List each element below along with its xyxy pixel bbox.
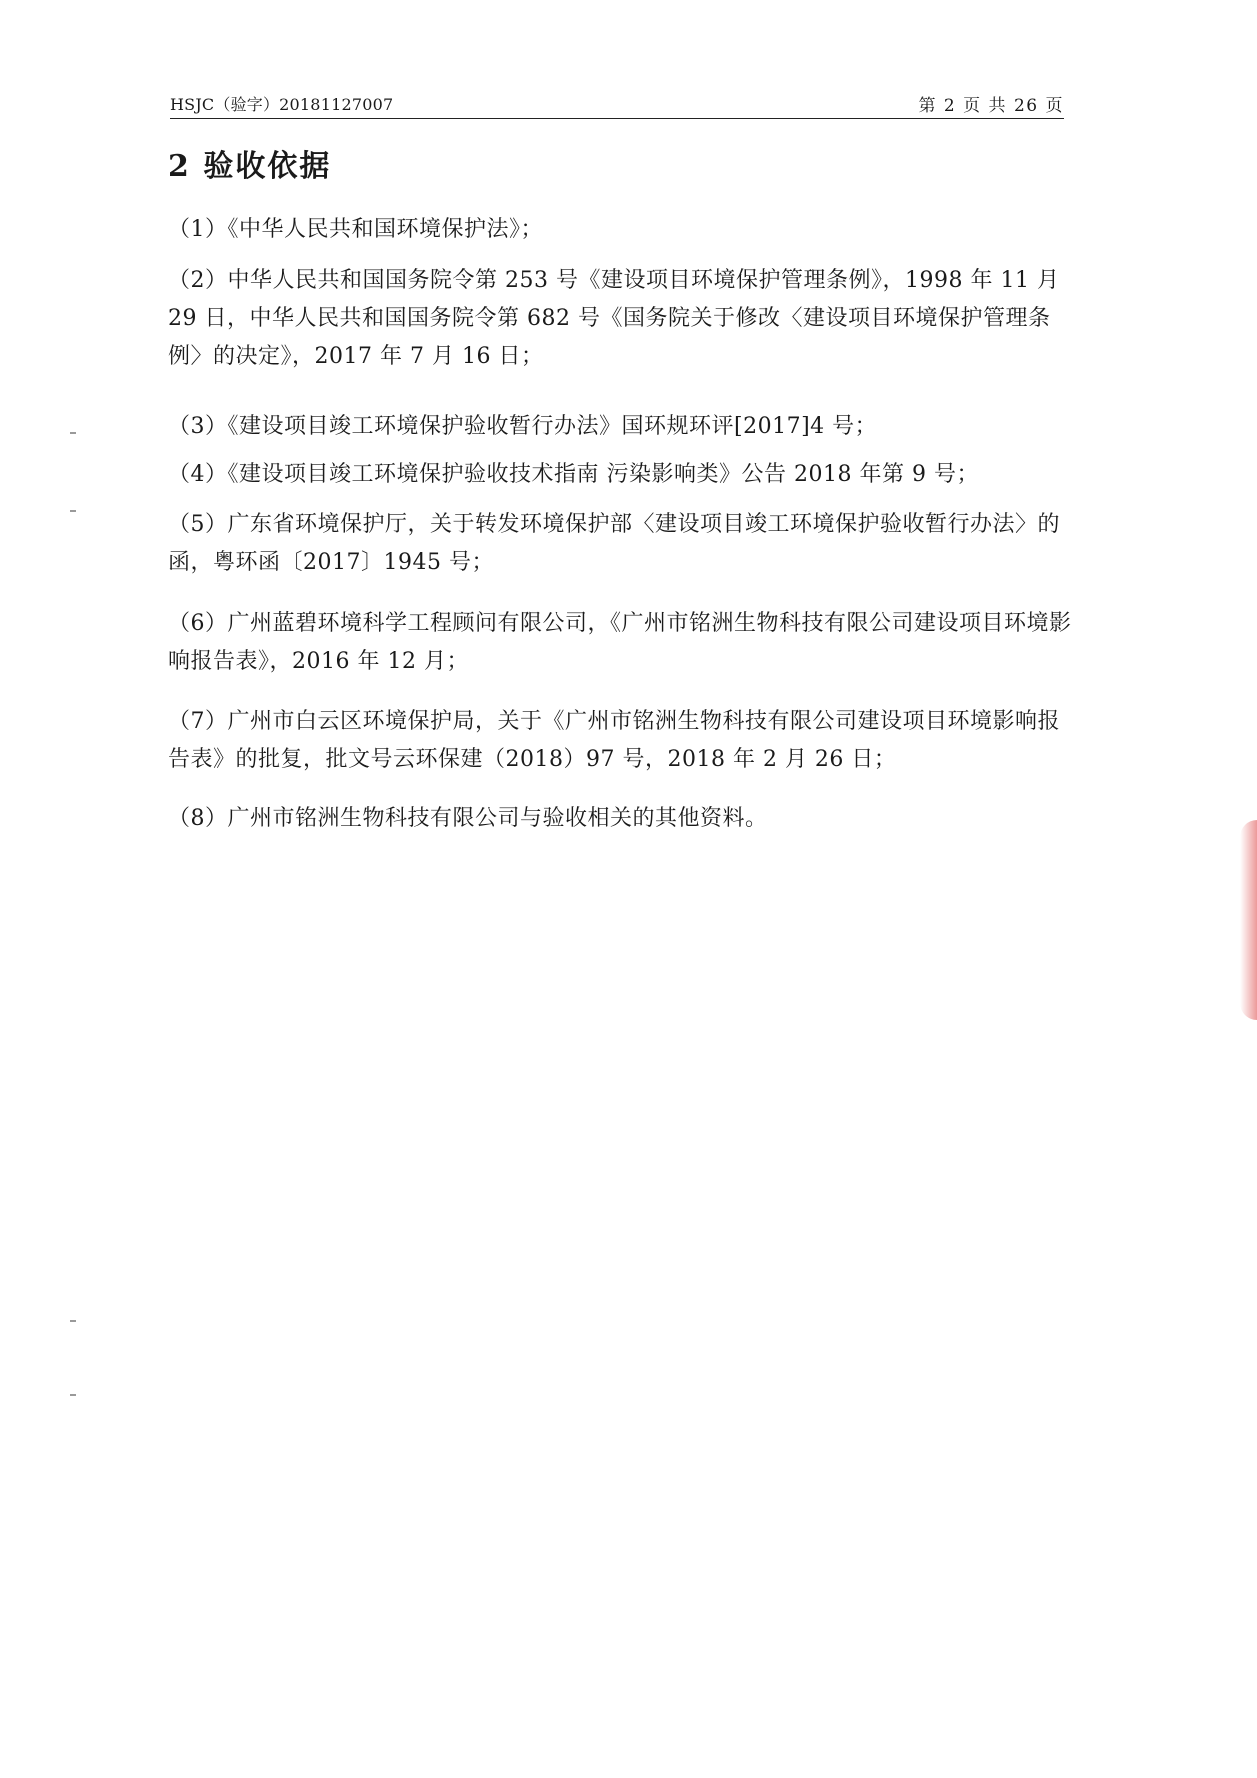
binding-hole-mark: [70, 1394, 76, 1396]
basis-item-4: （4）《建设项目竣工环境保护验收技术指南 污染影响类》公告 2018 年第 9 号；: [168, 462, 979, 487]
basis-item-5: （5）广东省环境保护厅，关于转发环境保护部〈建设项目竣工环境保护验收暂行办法〉的函，粤环函〔2017〕1945 号；: [168, 512, 1061, 575]
basis-item-6: （6）广州蓝碧环境科学工程顾问有限公司，《广州市铭洲生物科技有限公司建设项目环境影响报告表》，2016 年 12 月；: [168, 611, 1072, 674]
seal-stamp-edge: [1240, 820, 1257, 1020]
page-header: [170, 94, 1064, 119]
binding-hole-mark: [70, 432, 76, 434]
section-title: 2 验收依据: [168, 149, 332, 184]
basis-item-3: （3）《建设项目竣工环境保护验收暂行办法》国环规环评[2017]4 号；: [168, 414, 878, 439]
basis-item-8: （8）广州市铭洲生物科技有限公司与验收相关的其他资料。: [168, 806, 768, 831]
page-number: 第 2 页 共 26 页: [918, 96, 1064, 116]
basis-item-1: （1）《中华人民共和国环境保护法》；: [168, 217, 543, 242]
report-id: HSJC（验字）20181127007: [170, 95, 394, 114]
binding-hole-mark: [70, 1320, 76, 1322]
basis-item-2: （2）中华人民共和国国务院令第 253 号《建设项目环境保护管理条例》，1998 年 11 月 29 日，中华人民共和国国务院令第 682 号《国务院关于修改〈建设项目环境保护管理条例〉的决定》，2017 年 7 月 16 日；: [168, 268, 1060, 369]
basis-item-7: （7）广州市白云区环境保护局，关于《广州市铭洲生物科技有限公司建设项目环境影响报告表》的批复，批文号云环保建（2018）97 号，2018 年 2 月 26 日；: [168, 709, 1061, 772]
binding-hole-mark: [70, 510, 76, 512]
